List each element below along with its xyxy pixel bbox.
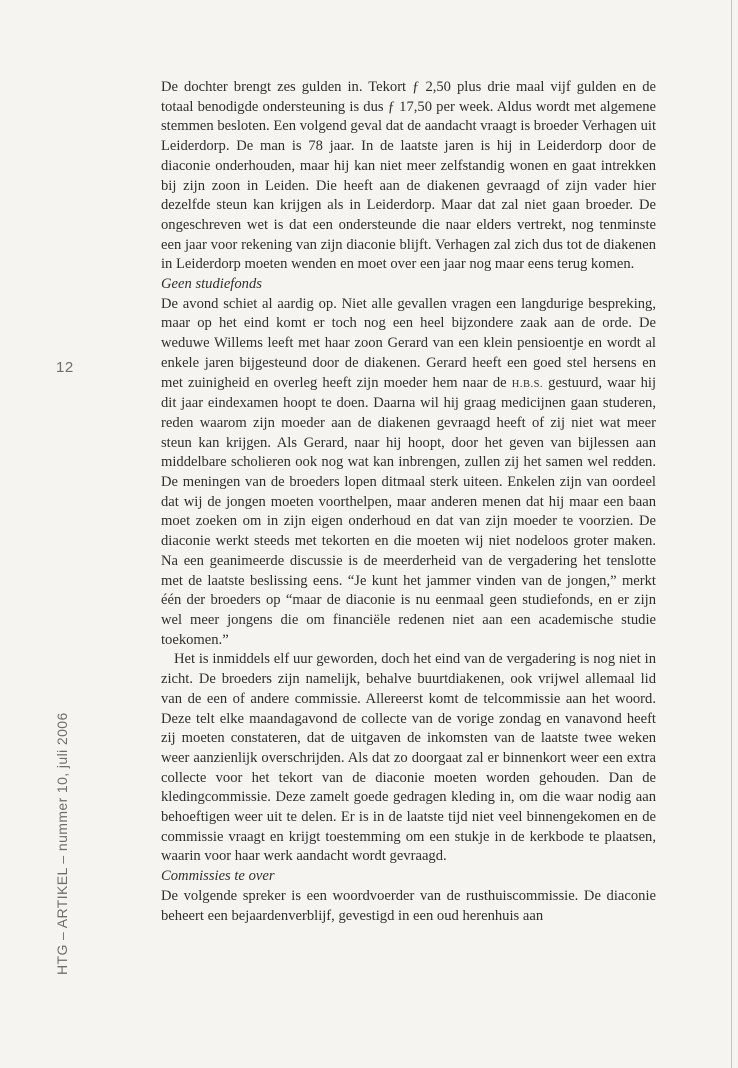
paragraph: Het is inmiddels elf uur geworden, doch het eind van de vergadering is nog niet in zicht. De broeders zijn namelijk, behalve buurtdiakenen, ook vrijwel allemaal lid van de een of andere commissie. Allereerst komt de telcommissie aan het woord. Deze telt elke maandagavond de collecte van de vorige zondag en vanavond heeft zij moeten constateren, dat de uitgaven de inkomsten van de laatste twee weken weer aanzienlijk overschrijden. Als dat zo doorgaat zal er binnenkort weer een extra collecte voor het tekort van de diaconie moeten worden gehouden. Dan de kledingcommissie. Deze zamelt goede gedragen kleding in, om die waar nodig aan behoeftigen weer uit te delen. Er is in de laatste tijd niet veel binnengekomen en de commissie vraagt en krijgt toestemming om een stukje in de kerkbode te plaatsen, waarin voor haar werk aandacht wordt gevraagd. <box>161 651 656 865</box>
page-number: 12 <box>56 359 74 376</box>
paragraph: De volgende spreker is een woordvoerder van de rusthuiscommissie. De diaconie beheert een bejaardenverblijf, gevestigd in een oud herenhuis aan <box>161 887 656 924</box>
abbreviation: H.B.S. <box>511 378 544 390</box>
article-body <box>161 78 656 926</box>
paragraph: De dochter brengt zes gulden in. Tekort ƒ 2,50 plus drie maal vijf gulden en de totaal benodigde ondersteuning is dus ƒ 17,50 per week. Aldus wordt met algemene stemmen besloten. Een volgend geval dat de aandacht vraagt is broeder Verhagen uit Leiderdorp. De man is 78 jaar. In de laatste jaren is hij in Leiderdorp door de diaconie onderhouden, maar hij kan niet meer zelfstandig wonen en gaat intrekken bij zijn zoon in Leiden. Die heeft aan de diakenen gevraagd of zijn vader hier dezelfde steun kan krijgen als in Leiderdorp. Maar dat zal niet gaan broeder. De ongeschreven wet is dat een ondersteunde die naar elders vertrekt, nog tenminste een jaar voor rekening van zijn diaconie blijft. Verhagen zal zich dus tot de diakenen in Leiderdorp moeten wenden en moet over een jaar nog maar eens terug komen. <box>161 79 656 273</box>
paragraph: De avond schiet al aardig op. Niet alle gevallen vragen een langdurige bespreking, maar op het eind komt er toch nog een heel bijzondere zaak aan de orde. De weduwe Willems leeft met haar zoon Gerard van een klein pensioentje en wordt al enkele jaren bijgesteund door de diakenen. Gerard heeft een goed stel hersens en met zuinigheid en overleg heeft zijn moeder hem naar de H.B.S. gestuurd, waar hij dit jaar eindexamen hoopt te doen. Daarna wil hij graag medicijnen gaan studeren, reden waarom zijn moeder aan de diakenen gevraagd heeft of zij niet wat meer steun kan krijgen. Als Gerard, naar hij hoopt, door het geven van bijlessen aan middelbare scholieren ook nog wat kan inbrengen, zullen zij het samen wel redden. De meningen van de broeders lopen ditmaal sterk uiteen. Enkelen zijn van oordeel dat wij de jongen moeten voorthelpen, maar anderen menen dat hij maar een baan moet zoeken om in zijn eigen onderhoud en dat van zijn moeder te voorzien. De diaconie werkt steeds met tekorten en die moeten wij niet nodeloos groter maken. Na een geanimeerde discussie is de meerderheid van de vergadering het tenslotte met de laatste beslissing eens. “Je kunt het jammer vinden van de jongen,” merkt één der broeders op “maar de diaconie is nu eenmaal geen studiefonds, en er zijn wel meer jongens die om financiële redenen niet aan een academische studie toekomen.” <box>161 295 656 648</box>
page-edge-line <box>731 0 732 1068</box>
running-footer: HTG – ARTIKEL – nummer 10, juli 2006 <box>54 712 70 975</box>
section-heading: Geen studiefonds <box>161 276 262 293</box>
section-heading: Commissies te over <box>161 868 275 885</box>
